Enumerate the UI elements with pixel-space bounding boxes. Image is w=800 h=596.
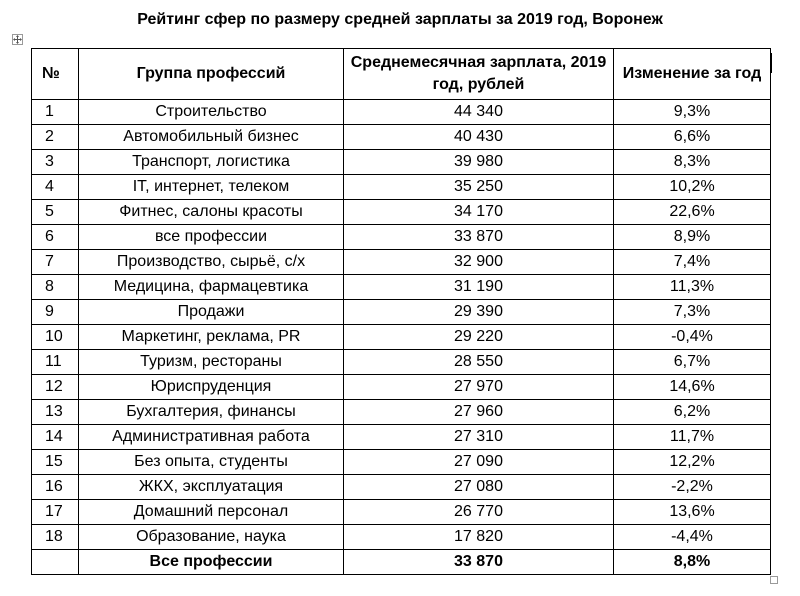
- row-num: 9: [32, 300, 79, 325]
- row-group: Юриспруденция: [79, 375, 344, 400]
- row-group: Маркетинг, реклама, PR: [79, 325, 344, 350]
- table-row: [32, 325, 771, 350]
- row-group: Без опыта, студенты: [79, 450, 344, 475]
- row-num: 12: [32, 375, 79, 400]
- table-row: [32, 250, 771, 275]
- row-num: 7: [32, 250, 79, 275]
- row-salary: 28 550: [344, 350, 614, 375]
- table-row: [32, 175, 771, 200]
- row-num: 14: [32, 425, 79, 450]
- row-change: -2,2%: [614, 475, 771, 500]
- row-change: -4,4%: [614, 525, 771, 550]
- row-num: 2: [32, 125, 79, 150]
- total-change: 8,8%: [614, 550, 771, 575]
- row-change: 6,7%: [614, 350, 771, 375]
- row-salary: 27 970: [344, 375, 614, 400]
- row-group: Производство, сырьё, с/х: [79, 250, 344, 275]
- row-group: Автомобильный бизнес: [79, 125, 344, 150]
- row-salary: 35 250: [344, 175, 614, 200]
- row-salary: 29 390: [344, 300, 614, 325]
- row-change: 9,3%: [614, 100, 771, 125]
- row-num: 8: [32, 275, 79, 300]
- table-row: [32, 450, 771, 475]
- row-salary: 44 340: [344, 100, 614, 125]
- table-row: [32, 125, 771, 150]
- row-change: -0,4%: [614, 325, 771, 350]
- row-group: Административная работа: [79, 425, 344, 450]
- table-row: [32, 525, 771, 550]
- row-salary: 31 190: [344, 275, 614, 300]
- row-num: 6: [32, 225, 79, 250]
- row-num: 13: [32, 400, 79, 425]
- row-salary: 40 430: [344, 125, 614, 150]
- row-group: Домашний персонал: [79, 500, 344, 525]
- table-total-row: [32, 550, 771, 575]
- row-num: 18: [32, 525, 79, 550]
- row-num: 17: [32, 500, 79, 525]
- table-move-handle-icon[interactable]: [12, 34, 23, 45]
- table-row: [32, 225, 771, 250]
- row-salary: 27 310: [344, 425, 614, 450]
- row-group: Строительство: [79, 100, 344, 125]
- table-row: [32, 100, 771, 125]
- row-num: 11: [32, 350, 79, 375]
- row-salary: 39 980: [344, 150, 614, 175]
- table-row: [32, 425, 771, 450]
- row-salary: 17 820: [344, 525, 614, 550]
- header-group: Группа профессий: [79, 49, 344, 100]
- table-row: [32, 500, 771, 525]
- row-group: Транспорт, логистика: [79, 150, 344, 175]
- row-change: 10,2%: [614, 175, 771, 200]
- row-group: ЖКХ, эксплуатация: [79, 475, 344, 500]
- row-num: 4: [32, 175, 79, 200]
- table-row: [32, 400, 771, 425]
- table-row: [32, 200, 771, 225]
- row-change: 6,2%: [614, 400, 771, 425]
- row-group: Туризм, рестораны: [79, 350, 344, 375]
- row-num: 10: [32, 325, 79, 350]
- row-num: 5: [32, 200, 79, 225]
- table-row: [32, 475, 771, 500]
- row-num: 1: [32, 100, 79, 125]
- table-row: [32, 150, 771, 175]
- row-group: IT, интернет, телеком: [79, 175, 344, 200]
- row-group: Медицина, фармацевтика: [79, 275, 344, 300]
- total-num: [32, 550, 79, 575]
- row-change: 12,2%: [614, 450, 771, 475]
- move-arrows-icon: [13, 35, 22, 44]
- table-row: [32, 375, 771, 400]
- row-change: 8,3%: [614, 150, 771, 175]
- row-num: 3: [32, 150, 79, 175]
- row-salary: 32 900: [344, 250, 614, 275]
- row-group: Образование, наука: [79, 525, 344, 550]
- row-change: 8,9%: [614, 225, 771, 250]
- total-salary: 33 870: [344, 550, 614, 575]
- total-group: Все профессии: [79, 550, 344, 575]
- row-change: 11,3%: [614, 275, 771, 300]
- row-group: Продажи: [79, 300, 344, 325]
- row-group: все профессии: [79, 225, 344, 250]
- row-salary: 26 770: [344, 500, 614, 525]
- salary-rating-table: [31, 48, 771, 575]
- row-salary: 27 090: [344, 450, 614, 475]
- row-num: 16: [32, 475, 79, 500]
- table-row: [32, 350, 771, 375]
- table-resize-handle-icon[interactable]: [770, 576, 778, 584]
- row-salary: 33 870: [344, 225, 614, 250]
- document-title: Рейтинг сфер по размеру средней зарплаты за 2019 год, Воронеж: [137, 11, 663, 28]
- table-row: [32, 300, 771, 325]
- table-row: [32, 275, 771, 300]
- row-change: 13,6%: [614, 500, 771, 525]
- header-change: Изменение за год: [614, 49, 771, 100]
- row-num: 15: [32, 450, 79, 475]
- row-change: 22,6%: [614, 200, 771, 225]
- row-group: Бухгалтерия, финансы: [79, 400, 344, 425]
- row-group: Фитнес, салоны красоты: [79, 200, 344, 225]
- row-change: 7,3%: [614, 300, 771, 325]
- row-salary: 34 170: [344, 200, 614, 225]
- row-change: 6,6%: [614, 125, 771, 150]
- row-salary: 27 080: [344, 475, 614, 500]
- header-salary: Среднемесячная зарплата, 2019 год, рублей: [344, 49, 614, 100]
- table-header-row: [32, 49, 771, 100]
- header-num: №: [32, 49, 79, 100]
- row-salary: 29 220: [344, 325, 614, 350]
- row-change: 7,4%: [614, 250, 771, 275]
- row-change: 11,7%: [614, 425, 771, 450]
- row-change: 14,6%: [614, 375, 771, 400]
- row-salary: 27 960: [344, 400, 614, 425]
